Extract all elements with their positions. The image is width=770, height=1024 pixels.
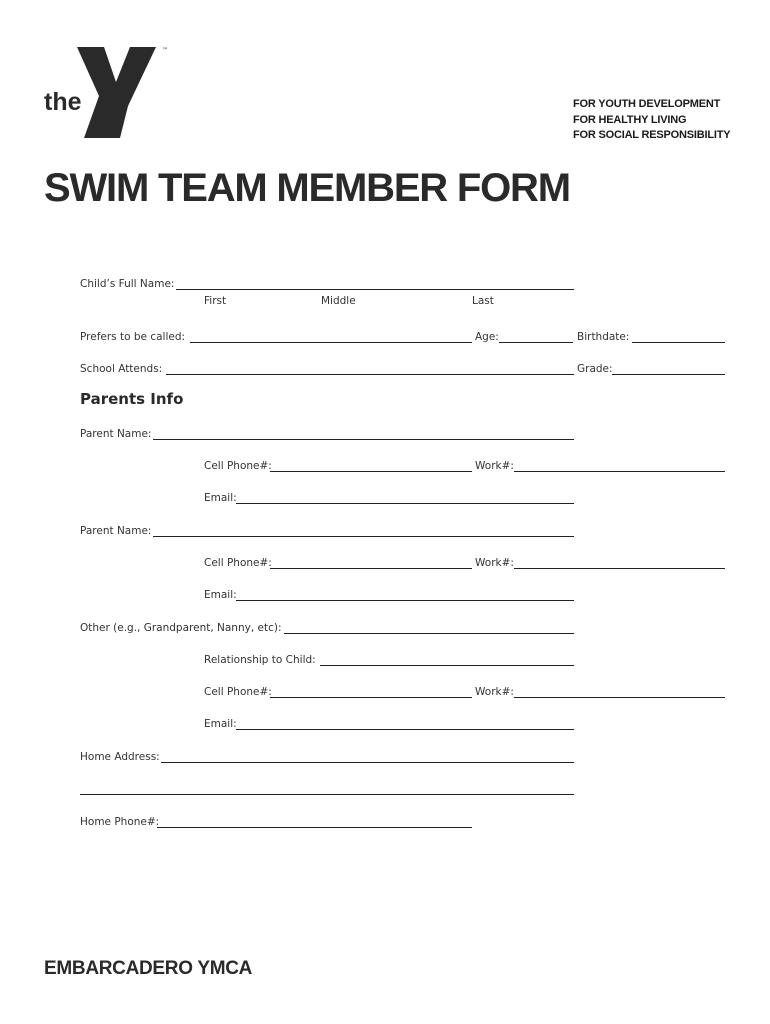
last-name-caption: Last [472, 295, 494, 307]
parent1-email-label: Email: [204, 492, 237, 504]
trademark: ™ [162, 47, 168, 54]
other-email-label: Email: [204, 718, 237, 730]
prefers-field[interactable] [190, 342, 472, 343]
home-phone-field[interactable] [157, 827, 472, 828]
age-label: Age: [475, 331, 499, 343]
other-cell-field[interactable] [270, 697, 472, 698]
footer-branch-name: EMBARCADERO YMCA [44, 958, 253, 979]
tagline-line-3: FOR SOCIAL RESPONSIBILITY [573, 129, 731, 141]
birthdate-field[interactable] [632, 342, 725, 343]
y-mark-icon [77, 47, 156, 138]
parent1-email-field[interactable] [236, 503, 574, 504]
parent1-work-label: Work#: [475, 460, 514, 472]
parent1-cell-field[interactable] [270, 471, 472, 472]
prefers-label: Prefers to be called: [80, 331, 186, 343]
first-name-caption: First [204, 295, 227, 307]
home-address-field[interactable] [161, 762, 574, 763]
other-work-field[interactable] [514, 697, 725, 698]
other-cell-label: Cell Phone#: [204, 686, 272, 698]
birthdate-label: Birthdate: [577, 331, 630, 343]
parent2-work-label: Work#: [475, 557, 514, 569]
grade-label: Grade: [577, 363, 613, 375]
logo-the-text: the [44, 88, 82, 116]
parent2-email-field[interactable] [236, 600, 574, 601]
childs-full-name-field[interactable] [176, 289, 574, 290]
age-field[interactable] [499, 342, 573, 343]
parent1-name-label: Parent Name: [80, 428, 152, 440]
tagline-line-2: FOR HEALTHY LIVING [573, 114, 687, 126]
parent1-work-field[interactable] [514, 471, 725, 472]
parent2-cell-field[interactable] [270, 568, 472, 569]
parents-info-heading: Parents Info [80, 390, 184, 408]
home-phone-label: Home Phone#: [80, 816, 160, 828]
parent2-cell-label: Cell Phone#: [204, 557, 272, 569]
ymca-logo [44, 44, 168, 144]
parent1-name-field[interactable] [153, 439, 574, 440]
home-address-field-line-2[interactable] [80, 794, 574, 795]
grade-field[interactable] [612, 374, 725, 375]
other-field[interactable] [284, 633, 574, 634]
tagline-line-1: FOR YOUTH DEVELOPMENT [573, 98, 721, 110]
school-field[interactable] [166, 374, 574, 375]
other-email-field[interactable] [236, 729, 574, 730]
other-label: Other (e.g., Grandparent, Nanny, etc): [80, 622, 282, 634]
parent2-email-label: Email: [204, 589, 237, 601]
middle-name-caption: Middle [321, 295, 356, 307]
relationship-field[interactable] [320, 665, 574, 666]
relationship-label: Relationship to Child: [204, 654, 316, 666]
parent1-cell-label: Cell Phone#: [204, 460, 272, 472]
school-label: School Attends: [80, 363, 163, 375]
parent2-name-field[interactable] [153, 536, 574, 537]
parent2-name-label: Parent Name: [80, 525, 152, 537]
childs-full-name-label: Child’s Full Name: [80, 278, 175, 290]
other-work-label: Work#: [475, 686, 514, 698]
home-address-label: Home Address: [80, 751, 160, 763]
form-title: SWIM TEAM MEMBER FORM [44, 166, 570, 210]
parent2-work-field[interactable] [514, 568, 725, 569]
